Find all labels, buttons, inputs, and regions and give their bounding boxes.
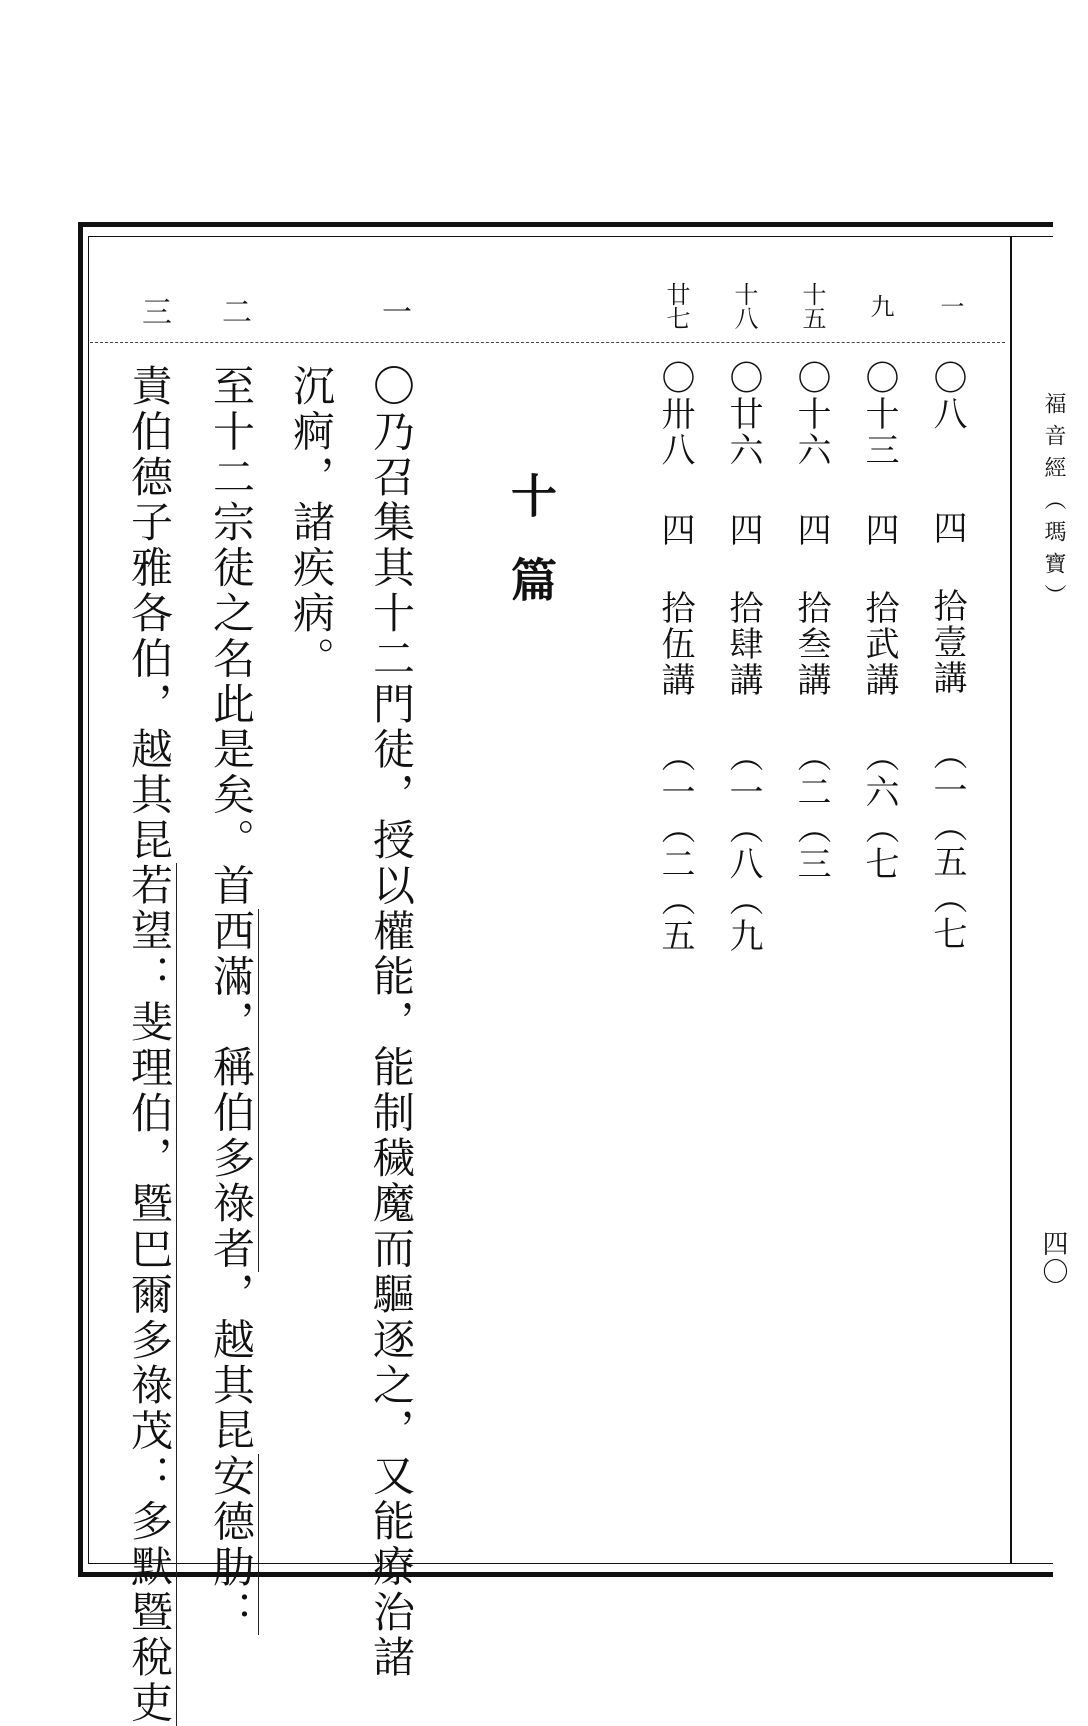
page-number: 四〇: [1038, 1230, 1068, 1286]
verse-number-1: 一: [376, 296, 411, 326]
proper-name: 斐理伯，暨: [125, 1000, 177, 1227]
index-row-ref: 〇十三: [859, 360, 899, 468]
proper-name: 若望：: [125, 863, 177, 999]
proper-name: 巴爾多祿茂：: [125, 1227, 177, 1499]
index-row-label: 四 拾伍講: [655, 512, 695, 698]
index-header-3: 十五: [798, 282, 826, 330]
index-row-refs: ︵六︵七: [859, 738, 899, 882]
verse-3-line-1: [125, 364, 174, 1726]
verse-number-2: 二: [216, 296, 251, 326]
index-row-4: [723, 360, 763, 954]
verse-2-line-1: [207, 364, 256, 1636]
index-row-label: 四 拾壹講: [927, 510, 967, 696]
verse-2-text: ，越其昆: [207, 1272, 256, 1454]
verse-1-line-1: 〇乃召集其十二門徒，授以權能，能制穢魔而驅逐之，又能療治諸: [367, 364, 416, 1681]
index-row-refs: ︵一︵五︵七: [927, 736, 967, 952]
index-row-refs: ︵一︵二︵五: [655, 738, 695, 954]
index-row-ref: 〇十六: [791, 360, 831, 468]
index-row-1: [927, 360, 967, 952]
verse-1-line-2: 沉痾，諸疾病。: [287, 364, 336, 682]
index-row-3: [791, 360, 831, 882]
index-header-2: 九: [866, 294, 894, 318]
chapter-title: 十篇: [504, 472, 558, 640]
running-title: 福音經（瑪寶）: [1041, 392, 1066, 616]
index-row-ref: 〇卅八: [655, 360, 695, 468]
proper-name: 西滿，: [207, 909, 259, 1045]
index-row-2: [859, 360, 899, 882]
index-row-refs: ︵二︵三: [791, 738, 831, 882]
index-row-ref: 〇八: [927, 360, 967, 432]
index-row-5: [655, 360, 695, 954]
index-row-refs: ︵一︵八︵九: [723, 738, 763, 954]
verse-number-3: 三: [136, 296, 171, 326]
index-row-label: 四 拾武講: [859, 512, 899, 698]
proper-name: 稱伯多祿者: [207, 1045, 259, 1272]
verse-3-text: 責伯德子雅各伯，越其昆: [125, 364, 174, 864]
index-header-4: 十八: [730, 282, 758, 330]
proper-name: 安德肋：: [207, 1454, 259, 1636]
index-header-5: 廿七: [662, 282, 690, 330]
index-header-1: 一: [936, 294, 964, 318]
margin-rule: [1010, 236, 1012, 1564]
header-divider: [90, 342, 1005, 343]
index-row-label: 四 拾肆講: [723, 512, 763, 698]
index-row-label: 四 拾叁講: [791, 512, 831, 698]
verse-2-text: 至十二宗徒之名此是矣。首: [207, 364, 256, 909]
index-row-ref: 〇廿六: [723, 360, 763, 468]
proper-name: 多默暨稅吏: [125, 1499, 177, 1726]
